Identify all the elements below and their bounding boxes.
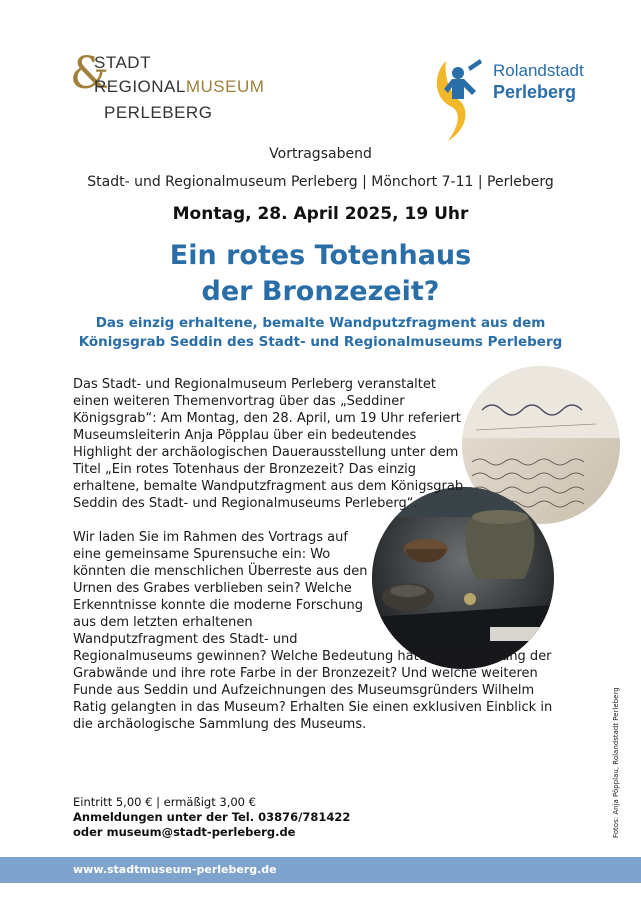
logo-line-regionalmuseum (94, 78, 264, 95)
event-title (0, 238, 641, 310)
website-link[interactable]: www.stadtmuseum-perleberg.de (73, 863, 277, 876)
body-paragraph-1: Das Stadt- und Regionalmuseum Perleberg veranstaltet einen weiteren Themenvortrag über das „Seddiner Königsgrab“: Am Montag, den 28. April, um 19 Uhr referiert Museumsleiterin Anja Pöpplau über ein bedeutendes Highlight der archäologischen Dauerausstellung unter dem Titel „Ein rotes Totenhaus der Bronzezeit? Das einzig erhaltene, bemalte Wandputzfragment aus dem Königsgrab Seddin des Stadt- und Regionalmuseums Perleberg“. (73, 377, 464, 511)
ampersand-mark: & (70, 48, 110, 99)
roland-figure-icon (428, 55, 490, 145)
admission-info (73, 795, 350, 840)
footer-bar (0, 857, 641, 883)
body-paragraph-2 (73, 529, 573, 733)
title-line-1: Ein rotes Totenhaus (169, 240, 472, 271)
museum-logo (60, 48, 290, 128)
subtitle-line-2: Königsgrab Seddin des Stadt- und Regionalmuseums Perleberg (78, 334, 563, 350)
logo-line-perleberg: PERLEBERG (104, 103, 213, 122)
article-body (73, 376, 573, 733)
admission-price: Eintritt 5,00 € | ermäßigt 3,00 € (73, 795, 256, 809)
event-type: Vortragsabend (269, 146, 372, 162)
logo-perleberg: Perleberg (493, 82, 577, 102)
registration-phone: Anmeldungen unter der Tel. 03876/781422 (73, 810, 351, 824)
logo-rolandstadt: Rolandstadt (493, 61, 584, 80)
subtitle-line-1: Das einzig erhaltene, bemalte Wandputzfragment aus dem (95, 315, 546, 331)
body-paragraph-2-part-1: Wir laden Sie im Rahmen des Vortrags auf eine gemeinsame Spurensuche ein: Wo könnten die menschlichen Überreste aus den Urnen des Grabes verblieben sein? Welche Erkenntnisse konnte die moderne Forschung aus dem letzten erhaltenen Wandputzfragment des Stadt- und (73, 530, 368, 647)
event-date: Montag, 28. April 2025, 19 Uhr (172, 204, 469, 224)
body-paragraph-2-part-2: Regionalmuseums gewinnen? Welche Bedeutung hatte die Bemalung der Grabwände und ihre rote Farbe in der Bronzezeit? Und welche weiteren Funde aus Seddin und Aufzeichnungen des Museumsgründers Wilhelm Ratig gelangten in das Museum? Erhalten Sie einen exklusiven Einblick in die archäologische Sammlung des Museums. (73, 649, 553, 732)
registration-email: oder museum@stadt-perleberg.de (73, 825, 296, 839)
photo-credit: Fotos: Anja Pöpplau, Rolandstadt Perleberg (612, 687, 620, 838)
rolandstadt-logo (428, 55, 608, 145)
venue-line: Stadt- und Regionalmuseum Perleberg | Mönchort 7-11 | Perleberg (87, 174, 554, 190)
title-line-2: der Bronzezeit? (201, 276, 440, 307)
logo-regional: REGIONAL (94, 77, 186, 96)
logo-line-stadt: STADT (94, 53, 151, 72)
event-subtitle (0, 314, 641, 352)
logo-museum: MUSEUM (185, 77, 265, 96)
